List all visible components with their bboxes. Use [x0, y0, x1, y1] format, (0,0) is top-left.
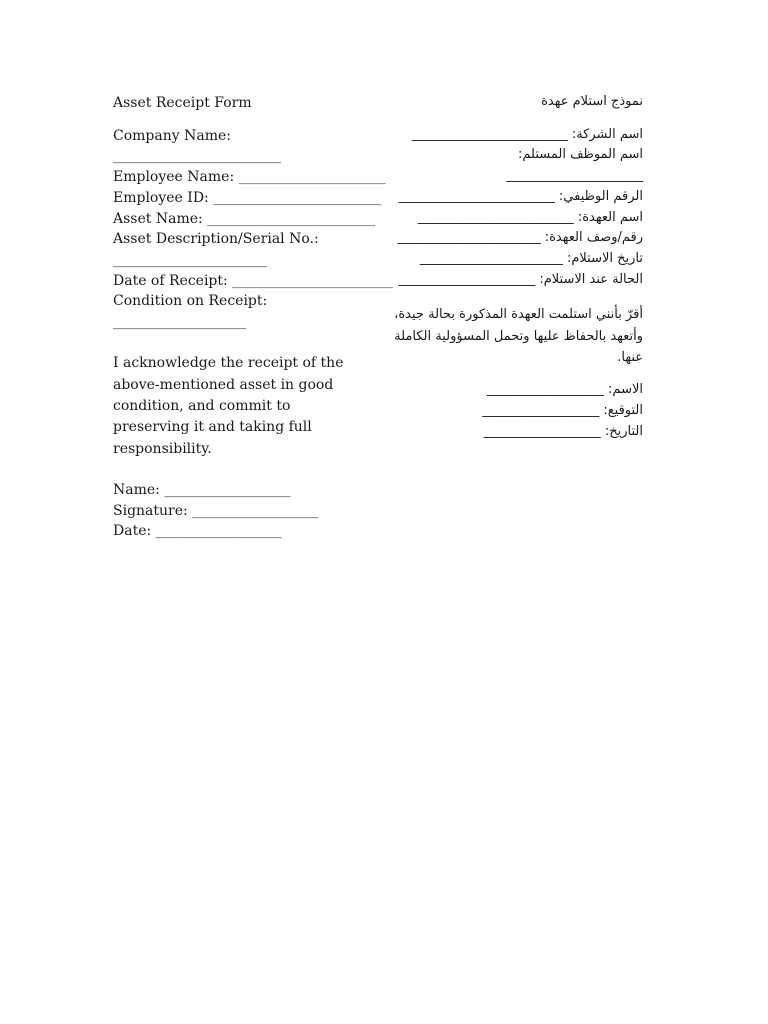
- condition-blank: ___________________: [113, 314, 246, 331]
- signature-block-english: [113, 480, 371, 542]
- asset-description-blank: ______________________: [113, 251, 267, 268]
- signature-field: Signature: __________________: [113, 502, 319, 519]
- english-column: [113, 93, 394, 542]
- employee-name-blank-arabic: _____________________: [506, 168, 643, 184]
- spacer: [113, 114, 371, 126]
- form-title-arabic: نموذج استلام عهدة: [541, 94, 643, 109]
- condition-field-arabic: الحالة عند الاستلام: _____________________: [398, 271, 643, 287]
- asset-name-field: Asset Name: ________________________: [113, 210, 376, 227]
- condition-label: Condition on Receipt:: [113, 293, 268, 310]
- date-field-arabic: التاريخ: __________________: [483, 423, 643, 439]
- employee-name-field: Employee Name: _____________________: [113, 169, 386, 186]
- signature-field-arabic: التوقيع: __________________: [482, 402, 643, 418]
- company-name-field-arabic: اسم الشركة: ________________________: [411, 126, 643, 142]
- signature-block-arabic: [382, 380, 643, 442]
- asset-description-field-arabic: رقم/وصف العهدة: ______________________: [397, 230, 643, 246]
- acknowledgement-arabic: أقرّ بأنني استلمت العهدة المذكورة بحالة جيدة، وأتعهد بالحفاظ عليها وتحمل المسؤولية الكاملة عنها.: [394, 307, 643, 365]
- asset-name-field-arabic: اسم العهدة: ________________________: [417, 209, 643, 225]
- form-title-english: Asset Receipt Form: [113, 95, 252, 111]
- spacer: [382, 113, 643, 125]
- asset-description-label: Asset Description/Serial No.:: [113, 231, 319, 248]
- date-of-receipt-field-arabic: تاريخ الاستلام: ______________________: [419, 250, 643, 266]
- employee-id-field-arabic: الرقم الوظيفي: ________________________: [398, 188, 643, 204]
- company-name-blank: ________________________: [113, 148, 281, 165]
- date-field: Date: __________________: [113, 523, 282, 540]
- acknowledgement-english: I acknowledge the receipt of the above-mentioned asset in good condition, and commit to preserving it and taking full responsibility.: [113, 355, 344, 457]
- date-of-receipt-field: Date of Receipt: _______________________: [113, 272, 394, 289]
- spacer: [113, 333, 371, 354]
- employee-id-field: Employee ID: ________________________: [113, 189, 382, 206]
- company-name-label: Company Name:: [113, 127, 231, 144]
- arabic-column: [382, 92, 643, 442]
- name-field: Name: __________________: [113, 481, 291, 498]
- employee-name-label-arabic: اسم الموظف المستلم:: [518, 147, 643, 163]
- name-field-arabic: الاسم: __________________: [486, 382, 643, 398]
